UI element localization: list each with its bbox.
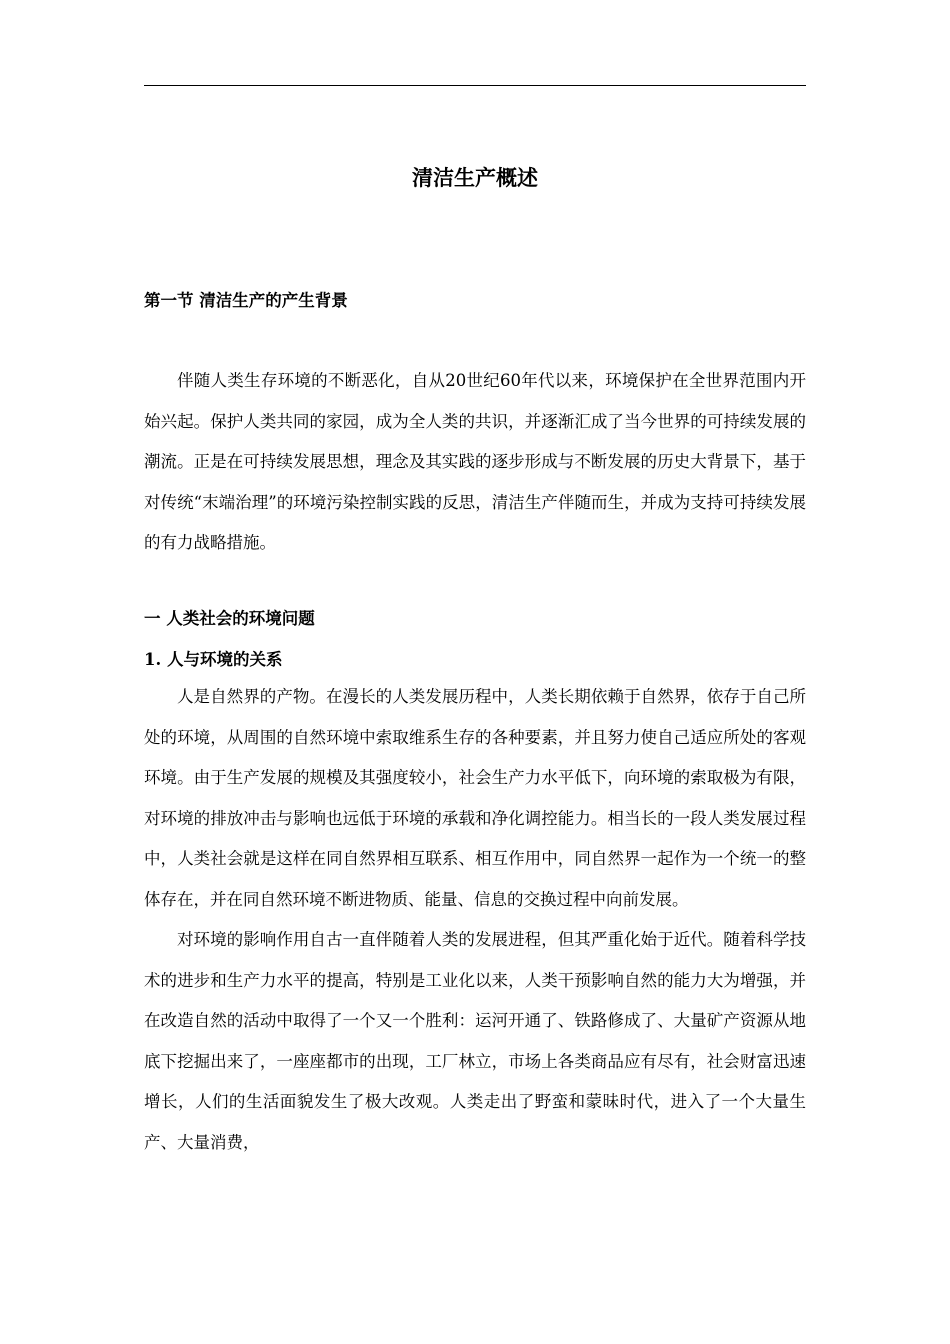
main-text xyxy=(144,677,806,1163)
section-heading: 第一节 清洁生产的产生背景 xyxy=(144,291,348,310)
header-rule xyxy=(144,85,806,86)
document-title: 清洁生产概述 xyxy=(412,166,538,190)
body-paragraph-1: 人是自然界的产物。在漫长的人类发展历程中，人类长期依赖于自然界，依存于自己所处的环境，从周围的自然环境中索取维系生存的各种要素，并且努力使自己适应所处的客观环境。由于生产发展的规模及其强度较小，社会生产力水平低下，向环境的索取极为有限，对环境的排放冲击与影响也远低于环境的承载和净化调控能力。相当长的一段人类发展过程中，人类社会就是这样在同自然界相互联系、相互作用中，同自然界一起作为一个统一的整体存在，并在同自然环境不断进物质、能量、信息的交换过程中向前发展。 xyxy=(144,687,806,909)
intro-paragraph: 伴随人类生存环境的不断恶化，自从20世纪60年代以来，环境保护在全世界范围内开始兴起。保护人类共同的家园，成为全人类的共识，并逐渐汇成了当今世界的可持续发展的潮流。正是在可持续发展思想，理念及其实践的逐步形成与不断发展的历史大背景下，基于对传统“末端治理”的环境污染控制实践的反思，清洁生产伴随而生，并成为支持可持续发展的有力战略措施。 xyxy=(144,371,806,552)
point-heading: 1. 人与环境的关系 xyxy=(144,650,283,669)
body-paragraph-2: 对环境的影响作用自古一直伴随着人类的发展进程，但其严重化始于近代。随着科学技术的进步和生产力水平的提高，特别是工业化以来，人类干预影响自然的能力大为增强，并在改造自然的活动中取得了一个又一个胜利：运河开通了、铁路修成了、大量矿产资源从地底下挖掘出来了，一座座都市的出现，工厂林立，市场上各类商品应有尽有，社会财富迅速增长，人们的生活面貌发生了极大改观。人类走出了野蛮和蒙昧时代，进入了一个大量生产、大量消费， xyxy=(144,930,806,1152)
intro-block xyxy=(144,361,806,564)
subsection-heading: 一 人类社会的环境问题 xyxy=(144,609,315,628)
